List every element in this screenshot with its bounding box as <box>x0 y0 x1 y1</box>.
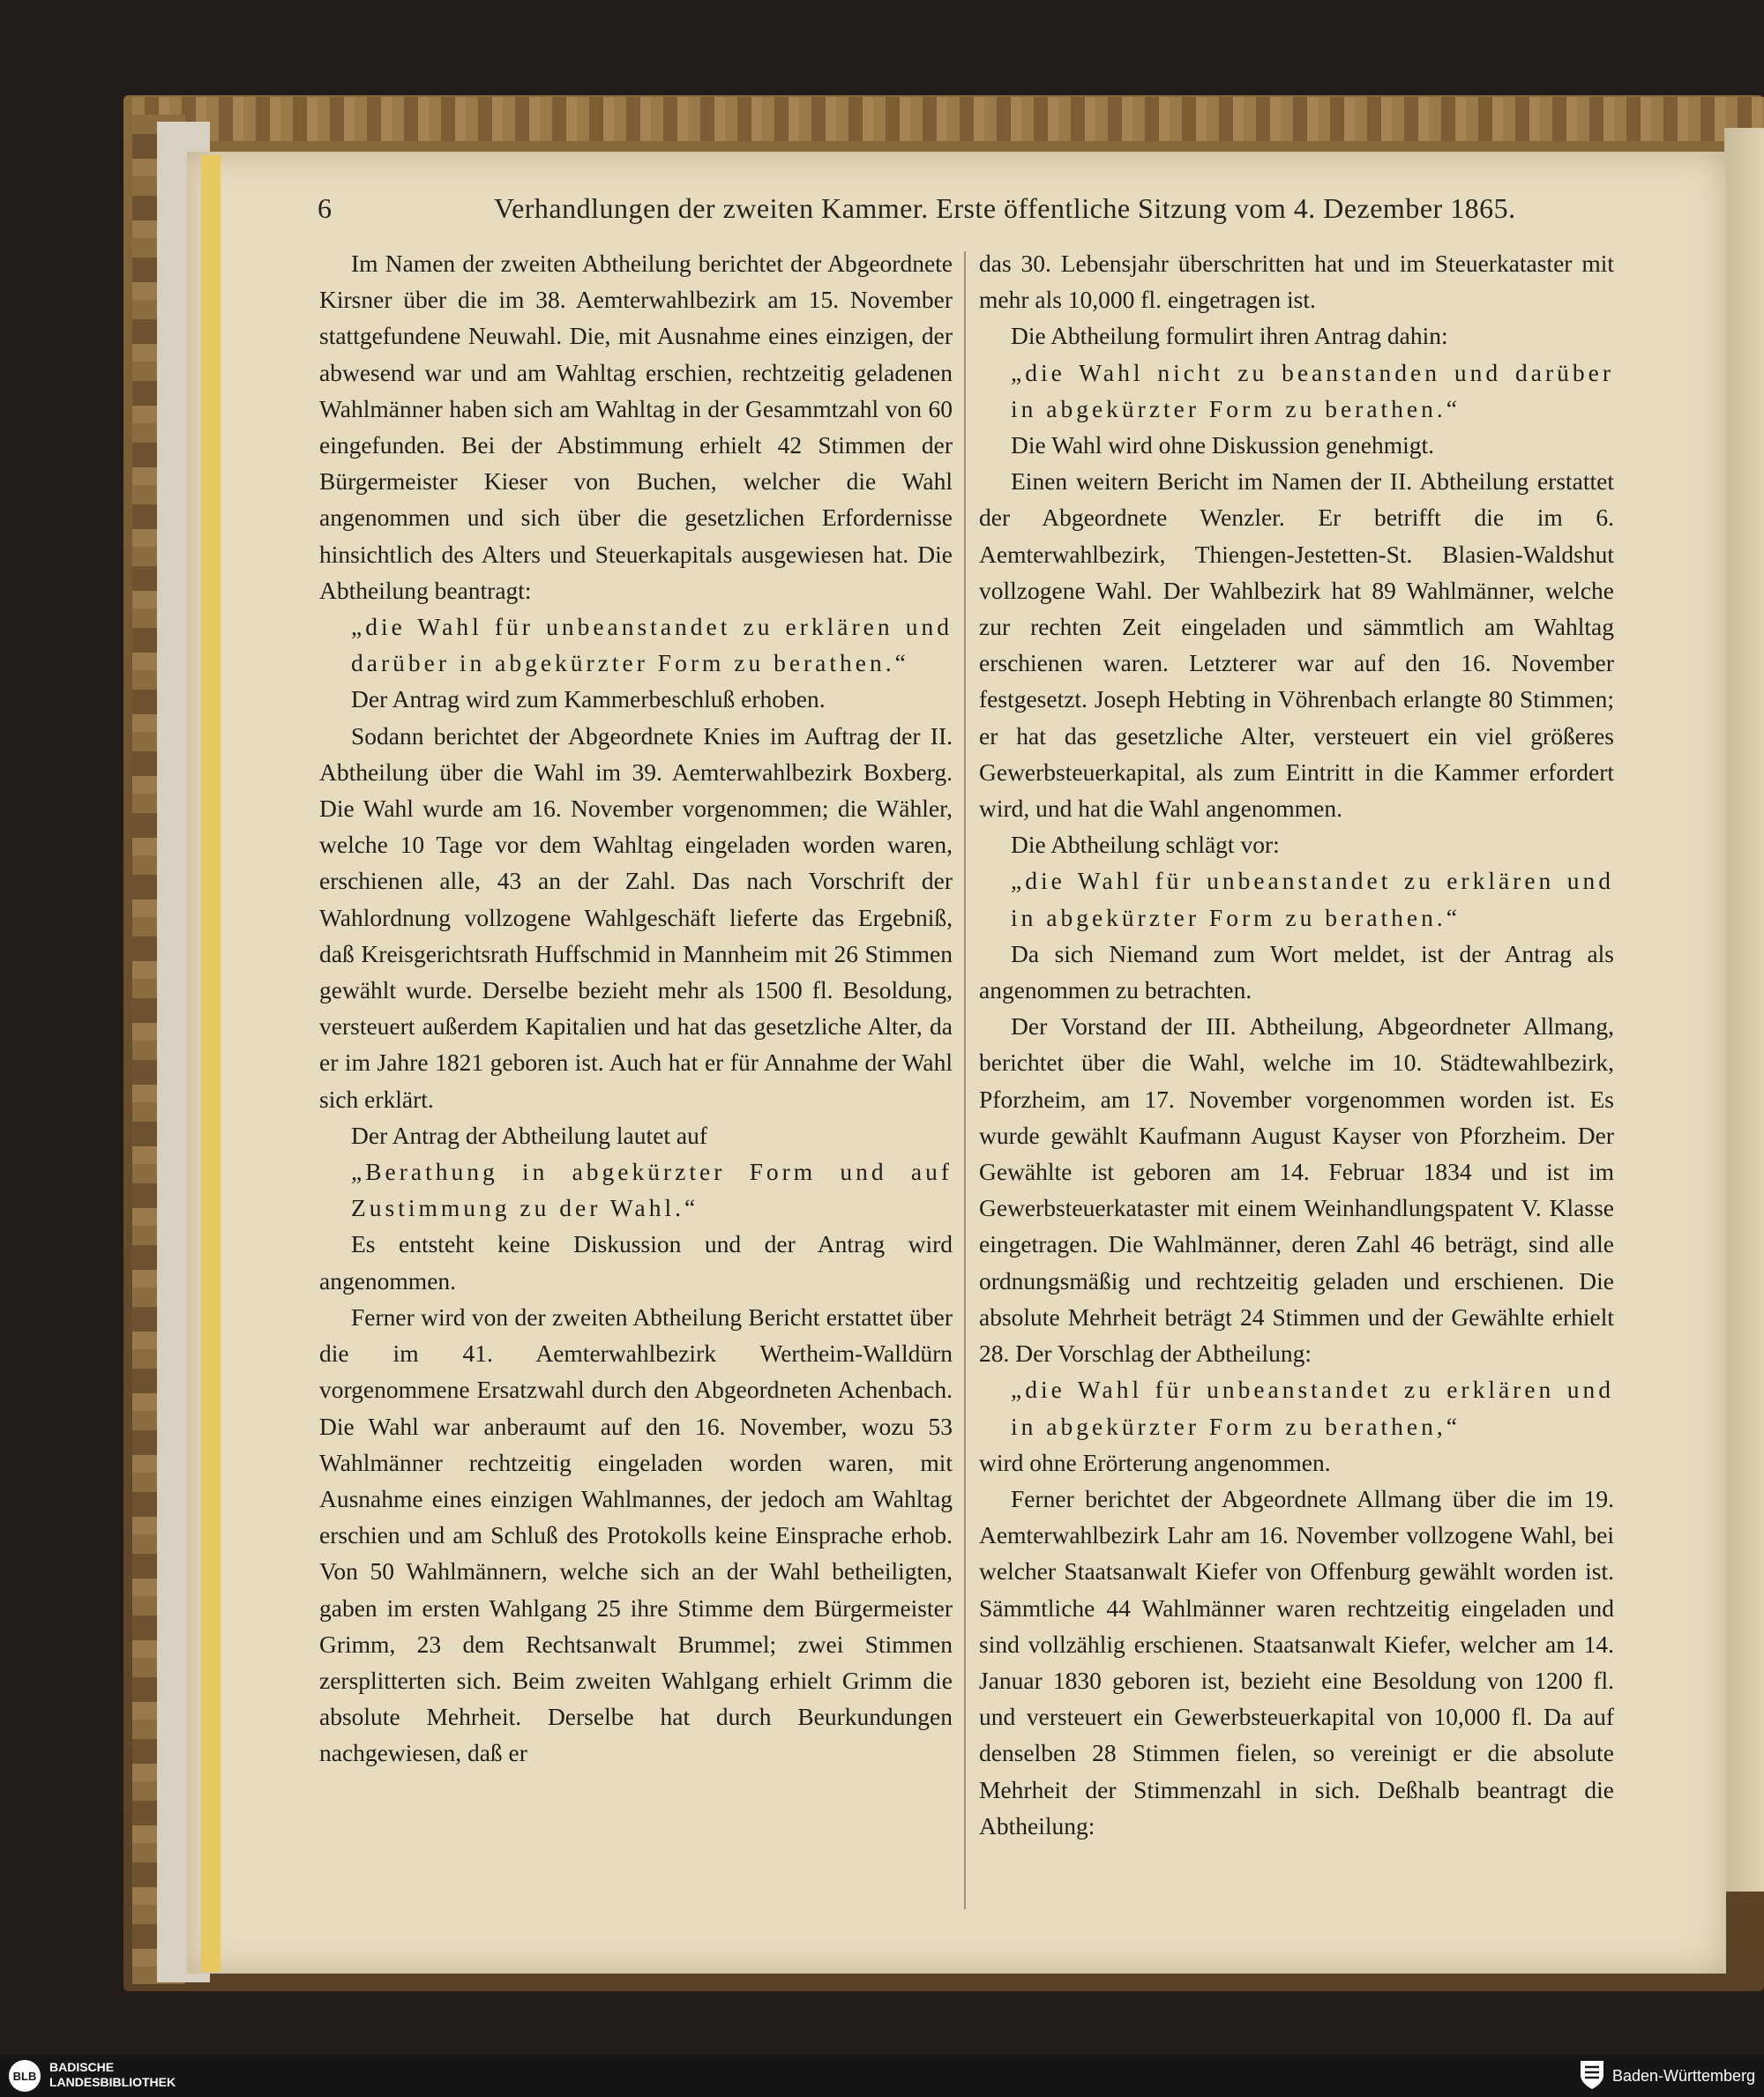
paragraph: Der Vorstand der III. Abtheilung, Abgeordneter Allmang, berichtet über die Wahl, welche im 10. Städtewahlbezirk, Pforzheim, am 17. November vorgenommen worden ist. Es wurde gewählt Kaufmann August Kayser von Pforzheim. Der Gewählte ist geboren am 14. Februar 1834 und ist im Gewerbsteuerkataster mit einem Weinhandlungspatent V. Klasse eingetragen. Die Wahlmänner, deren Zahl 46 beträgt, sind alle ordnungsmäßig und rechtzeitig geladen und erschienen. Die absolute Mehrheit beträgt 24 Stimmen und der Gewählte erhielt 28. Der Vorschlag der Abtheilung: <box>979 1012 1614 1368</box>
quoted-motion: „die Wahl für unbeanstandet zu erklären und darüber in abgekürzter Form zu berathen.“ <box>351 613 953 677</box>
paragraph: wird ohne Erörterung angenommen. <box>979 1448 1331 1476</box>
library-name-line2: LANDESBIBLIOTHEK <box>49 2075 176 2089</box>
paragraph: Ferner wird von der zweiten Abtheilung Bericht erstattet über die im 41. Aemterwahlbezirk Wertheim-Walldürn vorgenommene Ersatzwahl durch den Abgeordneten Achenbach. Die Wahl war anberaumt auf den 16. November, wozu 53 Wahlmänner rechtzeitig eingeladen worden waren, mit Ausnahme eines einzigen Wahlmannes, der jedoch am Wahltag erschien und am Schluß des Protokolls keine Einsprache erhob. Von 50 Wahlmännern, welche sich an der Wahl betheiligten, gaben im ersten Wahlgang 25 ihre Stimme dem Bürgermeister Grimm, 23 dem Rechtsanwalt Brummel; zwei Stimmen zersplitterten sich. Beim zweiten Wahlgang erhielt Grimm die absolute Mehrheit. Derselbe hat durch Beurkundungen nachgewiesen, daß er <box>319 1302 953 1767</box>
state-crest-icon <box>1579 2059 1605 2091</box>
paragraph: Es entsteht keine Diskussion und der Antrag wird angenommen. <box>319 1230 953 1295</box>
paragraph: Sodann berichtet der Abgeordnete Knies im Auftrag der II. Abtheilung über die Wahl im 39. Aemterwahlbezirk Boxberg. Die Wahl wurde am 16. November vorgenommen; die Wähler, welche 10 Tage vor dem Wahltag eingeladen worden waren, erschienen alle, 43 an der Zahl. Das nach Vorschrift der Wahlordnung vollzogene Wahlgeschäft lieferte das Ergebniß, daß Kreisgerichtsrath Huffschmid in Mannheim mit 26 Stimmen gewählt wurde. Derselbe bezieht mehr als 1500 fl. Besoldung, versteuert außerdem Kapitalien und hat das gesetzliche Alter, da er im Jahre 1821 geboren ist. Auch hat er für Annahme der Wahl sich erklärt. <box>319 721 953 1113</box>
blb-logo[interactable]: BLB <box>9 2060 41 2092</box>
quoted-motion: „die Wahl für unbeanstandet zu erklären und in abgekürzter Form zu berathen.“ <box>1011 867 1614 931</box>
running-head: Verhandlungen der zweiten Kammer. Erste öffentliche Sitzung vom 4. Dezember 1865. <box>494 192 1516 224</box>
quoted-motion: „die Wahl nicht zu beanstanden und darüber in abgekürzter Form zu berathen.“ <box>1011 358 1614 422</box>
library-name-line1: BADISCHE <box>49 2060 115 2074</box>
paragraph: Die Abtheilung formulirt ihren Antrag dahin: <box>1011 322 1448 350</box>
paragraph: Einen weitern Bericht im Namen der II. Abtheilung erstattet der Abgeordnete Wenzler. Er betrifft die im 6. Aemterwahlbezirk, Thiengen-Jestetten-St. Blasien-Waldshut vollzogene Wahl. Der Wahlbezirk hat 89 Wahlmänner, welche zur rechten Zeit eingeladen und sämmtlich am Wahltag erschienen waren. Letzterer war auf den 16. November festgesetzt. Joseph Hebting in Vöhrenbach erlangte 80 Stimmen; er hat das gesetzliche Alter, versteuert ein viel größeres Gewerbsteuerkapital, als zum Eintritt in die Kammer erfordert wird, und hat die Wahl angenommen. <box>979 467 1614 823</box>
facing-page <box>1724 128 1764 1892</box>
paragraph: das 30. Lebensjahr überschritten hat und im Steuerkataster mit mehr als 10,000 fl. eingetragen ist. <box>979 250 1614 314</box>
paragraph: Im Namen der zweiten Abtheilung berichtet der Abgeordnete Kirsner über die im 38. Aemterwahlbezirk am 15. November stattgefundene Neuwahl. Die, mit Ausnahme eines einzigen, der abwesend war und am Wahltag erschien, rechtzeitig geladenen Wahlmänner haben sich am Wahltag in der Gesammtzahl von 60 eingefunden. Bei der Abstimmung erhielt 42 Stimmen der Bürgermeister Kieser von Buchen, welcher die Wahl angenommen und sich über die gesetzlichen Erfordernisse hinsichtlich des Alters und Steuerkapitals ausgewiesen hat. Die Abtheilung beantragt: <box>319 250 953 604</box>
paragraph: Da sich Niemand zum Wort meldet, ist der Antrag als angenommen zu betrachten. <box>979 939 1614 1004</box>
viewer-footer <box>0 2055 1764 2097</box>
paragraph: Ferner berichtet der Abgeordnete Allmang über die im 19. Aemterwahlbezirk Lahr am 16. November vollzogene Wahl, bei welcher Staatsanwalt Kiefer von Offenburg gewählt worden ist. Sämmtliche 44 Wahlmänner waren rechtzeitig eingeladen und sind vollzählig erschienen. Staatsanwalt Kiefer, welcher am 14. Januar 1830 geboren ist, bezieht eine Besoldung von 1200 fl. und versteuert ein Gewerbsteuerkapital von 10,000 fl. Da auf denselben 28 Stimmen fielen, so vereinigt er die absolute Mehrheit der Stimmenzahl in sich. Deßhalb beantragt die Abtheilung: <box>979 1484 1614 1840</box>
paragraph: Der Antrag wird zum Kammerbeschluß erhoben. <box>351 685 826 713</box>
column-divider <box>964 251 966 1909</box>
page-gilt-edge <box>201 155 220 1972</box>
page-number: 6 <box>318 192 332 224</box>
right-column <box>979 245 1614 1844</box>
left-column <box>319 245 953 1772</box>
paragraph: Die Abtheilung schlägt vor: <box>1011 831 1280 859</box>
paragraph: Der Antrag der Abtheilung lautet auf <box>351 1121 707 1149</box>
state-label[interactable]: Baden-Württemberg <box>1612 2067 1756 2085</box>
quoted-motion: „Berathung in abgekürzter Form und auf Zustimmung zu der Wahl.“ <box>351 1158 953 1222</box>
paragraph: Die Wahl wird ohne Diskussion genehmigt. <box>1011 431 1435 459</box>
page-header <box>318 192 1516 228</box>
quoted-motion: „die Wahl für unbeanstandet zu erklären und in abgekürzter Form zu berathen,“ <box>1011 1376 1614 1440</box>
library-name[interactable] <box>49 2060 176 2090</box>
cover-top-edge <box>132 97 1764 141</box>
